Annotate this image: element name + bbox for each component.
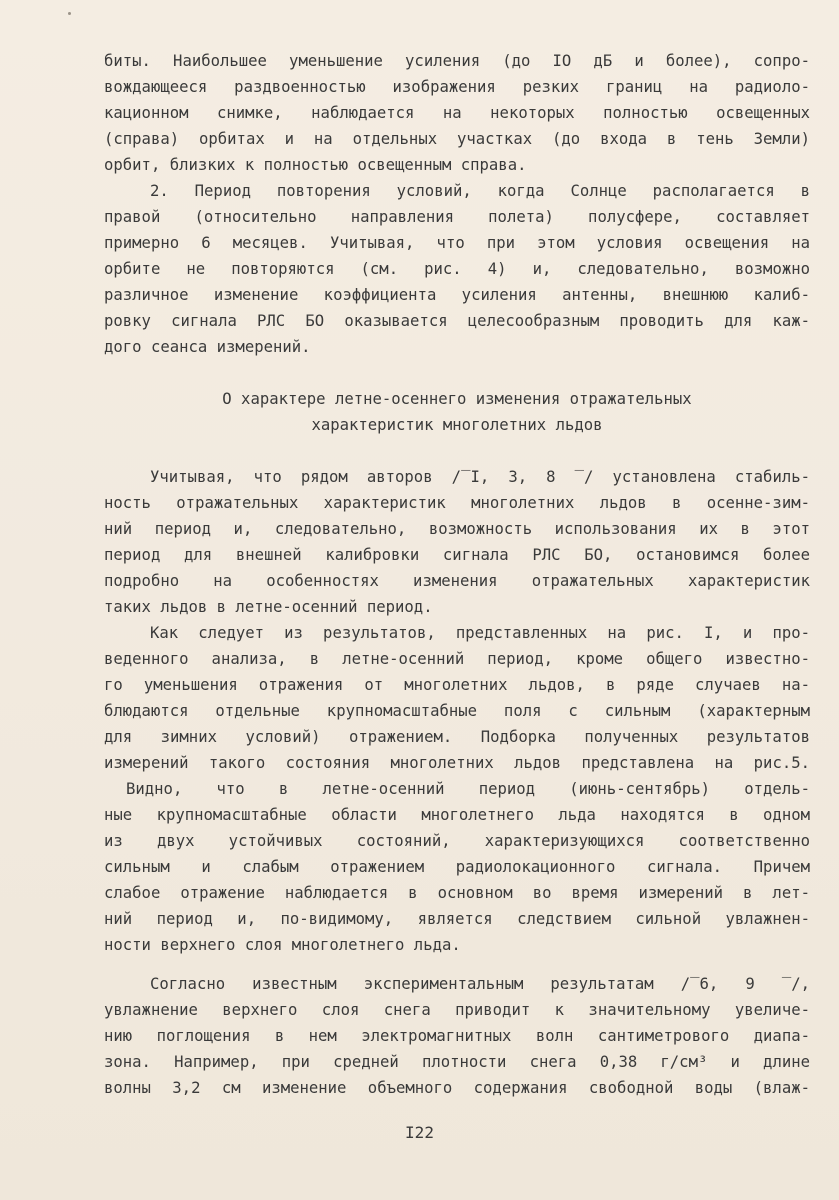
paper-speck xyxy=(68,12,71,15)
text-line: Видно, что в летне-осенний период (июнь-сентябрь) отдель- xyxy=(126,780,810,798)
spacer xyxy=(104,438,810,464)
text-line: таких льдов в летне-осенний период. xyxy=(104,598,433,616)
spacer xyxy=(104,958,810,971)
text-line: орбите не повторяются (см. рис. 4) и, следовательно, возможно xyxy=(104,260,810,278)
text-line: различное изменение коэффициента усиления антенны, внешнюю калиб- xyxy=(104,286,810,304)
text-line: ные крупномасштабные области многолетнего льда находятся в одном xyxy=(104,806,810,824)
text-line: Учитывая, что рядом авторов /‾I, 3, 8 ‾/ установлена стабиль- xyxy=(150,468,810,486)
text-line: биты. Наибольшее уменьшение усиления (до IO дБ и более), сопро- xyxy=(104,52,810,70)
text-line: дого сеанса измерений. xyxy=(104,338,311,356)
text-line: 2. Период повторения условий, когда Солнце располагается в xyxy=(150,182,810,200)
text-line: правой (относительно направления полета) полусфере, составляет xyxy=(104,208,810,226)
document-body xyxy=(104,48,810,1101)
paragraph-5 xyxy=(104,776,810,958)
paragraph-3 xyxy=(104,464,810,620)
text-line: нию поглощения в нем электромагнитных волн сантиметрового диапа- xyxy=(104,1027,810,1045)
text-line: веденного анализа, в летне-осенний период, кроме общего известно- xyxy=(104,650,810,668)
text-line: Согласно известным экспериментальным результатам /‾6, 9 ‾/, xyxy=(150,975,810,993)
text-line: вождающееся раздвоенностью изображения резких границ на радиоло- xyxy=(104,78,810,96)
text-line: зона. Например, при средней плотности снега 0,38 г/см³ и длине xyxy=(104,1053,810,1071)
text-line: из двух устойчивых состояний, характеризующихся соответственно xyxy=(104,832,810,850)
text-line: примерно 6 месяцев. Учитывая, что при этом условия освещения на xyxy=(104,234,810,252)
text-line: ности верхнего слоя многолетнего льда. xyxy=(104,936,461,954)
heading-line: О характере летне-осеннего изменения отражательных xyxy=(222,390,692,408)
text-line: ний период и, по-видимому, является следствием сильной увлажнен- xyxy=(104,910,810,928)
text-line: орбит, близких к полностью освещенным справа. xyxy=(104,156,527,174)
text-line: кационном снимке, наблюдается на некоторых полностью освещенных xyxy=(104,104,810,122)
section-heading xyxy=(104,386,810,438)
text-line: сильным и слабым отражением радиолокационного сигнала. Причем xyxy=(104,858,810,876)
paragraph-1 xyxy=(104,48,810,178)
spacer xyxy=(104,360,810,386)
text-line: увлажнение верхнего слоя снега приводит к значительному увеличе- xyxy=(104,1001,810,1019)
text-line: ность отражательных характеристик многолетних льдов в осенне-зим- xyxy=(104,494,810,512)
page-number: I22 xyxy=(405,1123,434,1142)
paragraph-2 xyxy=(104,178,810,360)
text-line: для зимних условий) отражением. Подборка полученных результатов xyxy=(104,728,810,746)
text-line: го уменьшения отражения от многолетних льдов, в ряде случаев на- xyxy=(104,676,810,694)
text-line: Как следует из результатов, представленных на рис. I, и про- xyxy=(150,624,810,642)
text-line: подробно на особенностях изменения отражательных характеристик xyxy=(104,572,810,590)
text-line: слабое отражение наблюдается в основном во время измерений в лет- xyxy=(104,884,810,902)
paragraph-4 xyxy=(104,620,810,776)
text-line: ровку сигнала РЛС БО оказывается целесообразным проводить для каж- xyxy=(104,312,810,330)
heading-line: характеристик многолетних льдов xyxy=(311,416,603,434)
text-line: ний период и, следовательно, возможность использования их в этот xyxy=(104,520,810,538)
paragraph-6 xyxy=(104,971,810,1101)
text-line: волны 3,2 см изменение объемного содержания свободной воды (влаж- xyxy=(104,1079,810,1097)
text-line: (справа) орбитах и на отдельных участках (до входа в тень Земли) xyxy=(104,130,810,148)
text-line: блюдаются отдельные крупномасштабные поля с сильным (характерным xyxy=(104,702,810,720)
text-line: период для внешней калибровки сигнала РЛС БО, остановимся более xyxy=(104,546,810,564)
text-line: измерений такого состояния многолетних льдов представлена на рис.5. xyxy=(104,754,810,772)
